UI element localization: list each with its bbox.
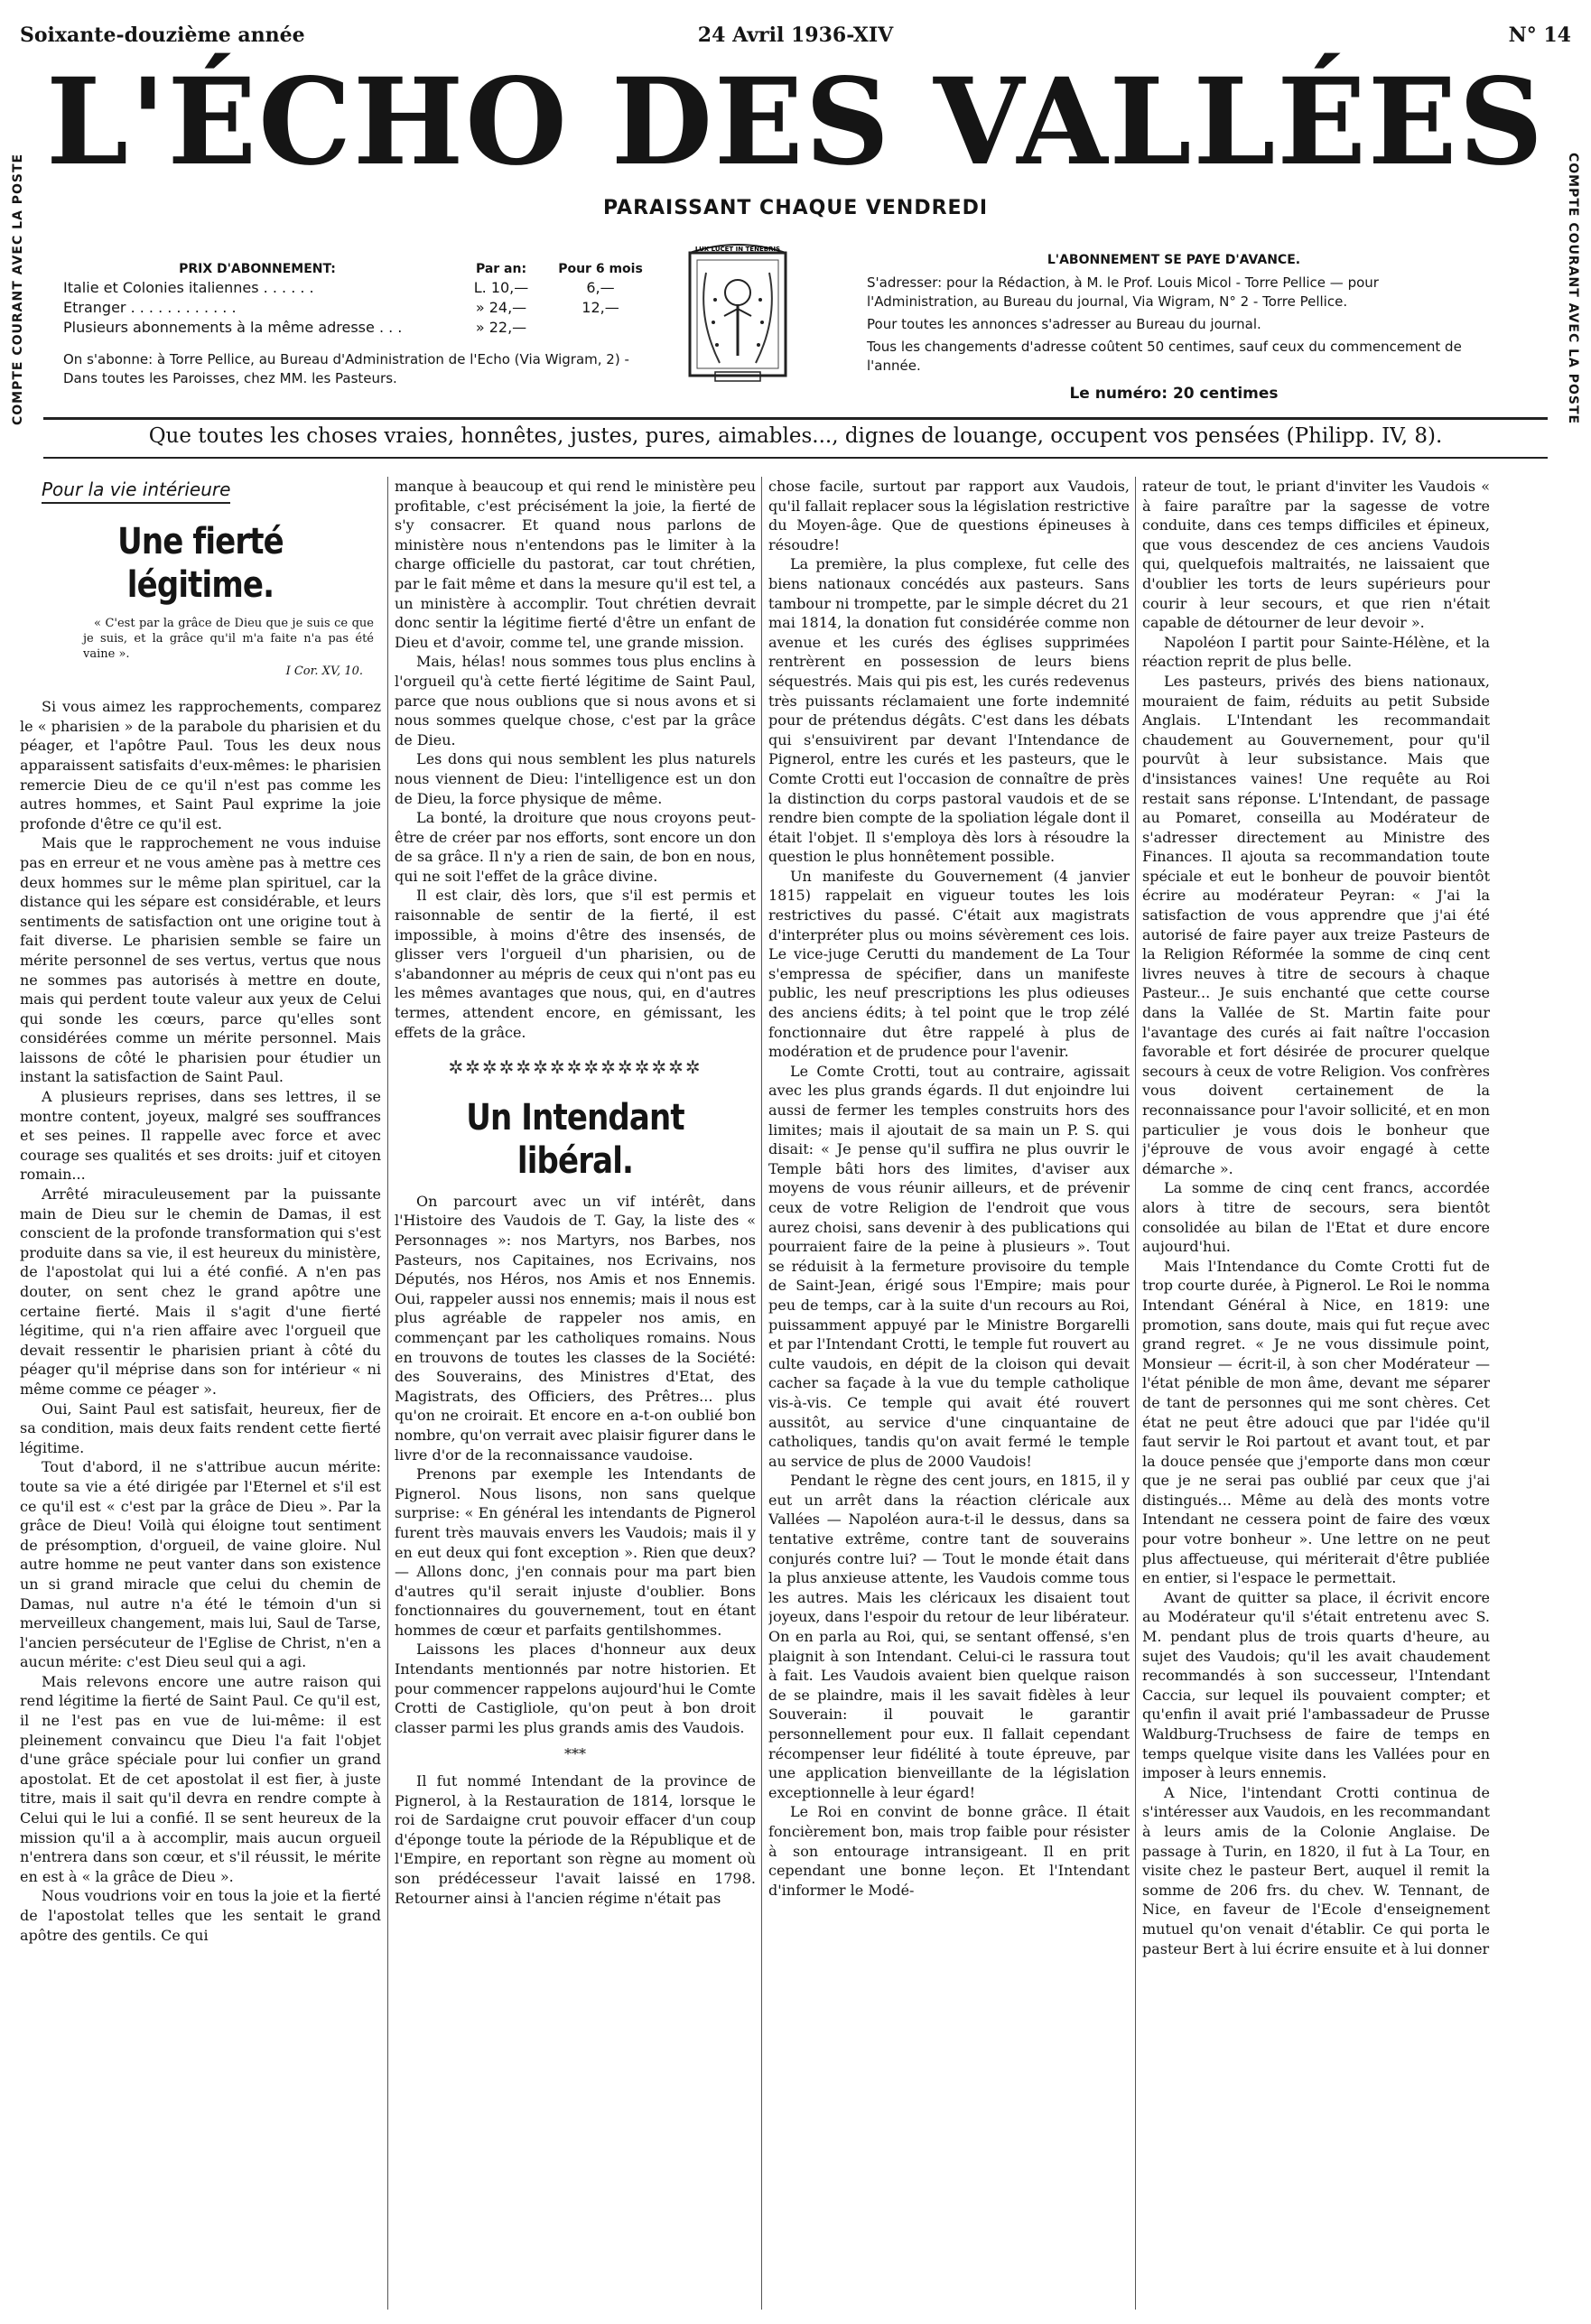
notice-ads: Pour toutes les annonces s'adresser au Bureau du journal. <box>867 316 1261 332</box>
row-half: 12,— <box>582 299 619 316</box>
issue-number: N° 14 <box>1508 23 1571 47</box>
masthead-subtitle: PARAISSANT CHAQUE VENDREDI <box>602 197 989 219</box>
paragraph: rateur de tout, le priant d'inviter les Vaudois « à faire paraître par la sagesse de votre conduite, dans ces temps difficiles et épineux, que vous descendez de ces anciens Vaudois qui, quelquefois maltraités, ne laissaient que d'oublier les torts de leurs supérieurs pour courir à leur secours, et que rien n'était capable de détourner de leur devoir ». <box>1142 478 1490 632</box>
top-line <box>20 23 1571 52</box>
row-year: L. 10,— <box>473 279 529 296</box>
paragraph: Arrêté miraculeusement par la puissante main de Dieu sur le chemin de Damas, il est conscient de la profonde transformation qui s'est produite dans sa vie, il est heureux du ministère, de l'apostolat qui lui a été confié. A n'en pas douter, on sent chez le grand apôtre une certaine fierté. Mais il s'agit d'une fierté légitime, qui n'a rien affaire avec l'orgueil que devait ressentir le pharisien priant à côté du péager qu'il méprise dans son for intérieur « ni même comme ce péager ». <box>20 1185 381 1398</box>
issue-price: Le numéro: 20 centimes <box>1069 385 1279 403</box>
subscription-row <box>63 319 650 336</box>
paragraph: chose facile, surtout par rapport aux Vaudois, qu'il fallait replacer sous la législation restrictive du Moyen-âge. Que de questions épineuses à résoudre! <box>768 478 1130 553</box>
notice-address: S'adresser: pour la Rédaction, à M. le Prof. Louis Micol - Torre Pellice — pour l'Administration, au Bureau du journal, Via Wigram, N° 2 - Torre Pellice. <box>867 274 1379 310</box>
notice-heading: L'ABONNEMENT SE PAYE D'AVANCE. <box>1047 253 1301 267</box>
row-year: » 24,— <box>475 299 527 316</box>
column-divider <box>761 477 762 2310</box>
paragraph: La somme de cinq cent francs, accordée alors à titre de secours, sera bientôt consolidée au bilan de l'Etat et dure encore aujourd'hui. <box>1142 1179 1490 1256</box>
divider <box>43 457 1548 459</box>
subscription-header <box>63 262 650 276</box>
paragraph: Si vous aimez les rapprochements, comparez le « pharisien » de la parabole du pharisien et du péager, et l'apôtre Paul. Tous les deux nous apparaissent satisfaits d'eux-mêmes: le pharisien remercie Dieu de ce qu'il n'est pas comme les autres hommes, et Saint Paul exprime la joie profonde d'être ce qu'il est. <box>20 698 381 832</box>
paragraph: Un manifeste du Gouvernement (4 janvier 1815) rappelait en vigueur toutes les lois restrictives du passé. C'était aux magistrats d'interpréter plus ou moins sévèrement ces lois. Le vice-juge Cerutti du mandement de La Tour s'empressa de spécifier, dans un manifeste public, les neuf prescriptions les plus odieuses des anciens édits; à tel point que le trop zélé fonctionnaire dut être rappelé à plus de modération et de prudence pour l'avenir. <box>768 867 1130 1061</box>
divider <box>43 417 1548 420</box>
paragraph: Prenons par exemple les Intendants de Pignerol. Nous lisons, non sans quelque surprise: « En général les intendants de Pignerol furent très mauvais envers les Vaudois; mais il y en eut deux qui font exception ». Rien que deux? — Allons donc, j'en connais pour ma part bien d'autres qu'il serait injuste d'oublier. Bons fonctionnaires du gouvernement, tout en étant hommes de cœur et parfaits gentilshommes. <box>395 1465 756 1639</box>
row-label: Plusieurs abonnements à la même adresse . . . <box>63 319 403 336</box>
article-title: Une fierté légitime. <box>117 520 284 606</box>
section-rubric: Pour la vie intérieure <box>42 480 230 504</box>
paragraph: Le Roi en convint de bonne grâce. Il était foncièrement bon, mais trop faible pour résister à son entourage intransigeant. Il en prit cependant une bonne leçon. Et l'Intendant d'informer le Modé- <box>768 1803 1130 1899</box>
paragraph: Oui, Saint Paul est satisfait, heureux, fier de sa condition, mais deux faits rendent cette fierté légitime. <box>20 1399 381 1456</box>
paragraph: Le Comte Crotti, tout au contraire, agissait avec les plus grands égards. Il dut enjoindre lui aussi de fermer les temples construits hors des limites; mais il ajoutait de sa main un P. S. qui disait: « Je pense qu'il suffira ne plus ouvrir le Temple bâti hors des limites, d'aviser aux moyens de vous réunir ailleurs, et de prévenir ceux de votre Religion de l'endroit que vous aurez choisi, sans devenir à des publications qui pourraient faire de la peine à plusieurs ». Tout se réduisit à la fermeture provisoire du temple de Saint-Jean, érigé sous l'Empire; mais pour peu de temps, car à la suite d'un recours au Roi, puissamment appuyé par le Ministre Borgarelli et par l'Intendant Crotti, le temple fut rouvert au culte vaudois, en dépit de la cloison qui devait cacher sa façade à la vue du temple catholique vis-à-vis. Ce temple qui avait été rouvert aussitôt, au service d'une cinquantaine de catholiques, tandis qu'on avait fermé le temple au service de plus de 2000 Vaudois! <box>768 1062 1130 1470</box>
section-stars: *** <box>564 1745 586 1763</box>
row-label: Italie et Colonies italiennes . . . . . . <box>63 279 314 296</box>
column-4 <box>1142 477 1490 2310</box>
column-divider <box>387 477 388 2310</box>
paragraph: Mais relevons encore une autre raison qui rend légitime la fierté de Saint Paul. Ce qu'il est, il ne l'est pas en vue de lui-même: il est pleinement convaincu que Dieu l'a fait l'objet d'une grâce spéciale pour lui confier un grand apostolat. Et de cet apostolat il est fier, à juste titre, mais il sait qu'il devra en rendre compte à Celui qui le lui a confié. Il se sent heureux de la mission qu'il a à accomplir, mais aucun orgueil n'entrera dans son cœur, et s'il réussit, le mérite en est à « la grâce de Dieu ». <box>20 1672 381 1885</box>
motto-line: Que toutes les choses vraies, honnêtes, justes, pures, aimables..., dignes de louange, occupent vos pensées (Philipp. IV, 8). <box>148 424 1443 448</box>
row-half: 6,— <box>586 279 615 296</box>
side-text-left: COMPTE COURANT AVEC LA POSTE <box>11 153 25 425</box>
epigraph: « C'est par la grâce de Dieu que je suis ce que je suis, et la grâce qu'il m'a faite n'a pas été vaine ». <box>83 616 374 661</box>
paragraph: La bonté, la droiture que nous croyons peut-être de créer par nos efforts, sont encore un don de sa grâce. Il n'y a rien de sain, de bon en nous, qui ne soit l'effet de la grâce divine. <box>395 809 756 885</box>
notice-address-change: Tous les changements d'adresse coûtent 50 centimes, sauf ceux du commencement de l'année. <box>867 339 1462 374</box>
notice-block <box>867 251 1481 404</box>
side-text-right: COMPTE COURANT AVEC LA POSTE <box>1566 153 1580 425</box>
paragraph: Laissons les places d'honneur aux deux Intendants mentionnés par notre historien. Et pour commencer rappelons aujourd'hui le Comte Crotti de Castigliole, qu'on peut à bon droit classer parmi les plus grands amis des Vaudois. <box>395 1641 756 1736</box>
paragraph: Tout d'abord, il ne s'attribue aucun mérite: toute sa vie a été dirigée par l'Eternel et s'il est ce qu'il est « c'est par la grâce de Dieu ». Par la grâce de Dieu! Voilà qui éloigne tout sentiment de présomption, d'orgueil, de vaine gloire. Nul autre homme ne peut vanter dans son existence un si grand miracle que celui du chemin de Damas, nul autre n'a été le témoin d'un si merveilleux changement, mais lui, Saul de Tarse, l'ancien persécuteur de l'Eglise de Christ, n'en a aucun mérite: c'est Dieu seul qui a agi. <box>20 1458 381 1671</box>
column-1 <box>20 477 381 2310</box>
paragraph: Mais, hélas! nous sommes tous plus enclins à l'orgueil qu'à cette fierté légitime de Saint Paul, parce que nous oublions que si nous avons et si nous sommes quelque chose, c'est par la grâce de Dieu. <box>395 653 756 748</box>
paragraph: A plusieurs reprises, dans ses lettres, il se montre content, joyeux, malgré ses souffrances et ses peines. Il rappelle avec force et avec courage ses qualités et ses droits: juif et citoyen romain... <box>20 1088 381 1184</box>
ornament-divider: ✲✲✲✲✲✲✲✲✲✲✲✲✲✲✲ <box>448 1056 702 1079</box>
lux-lucet-emblem-icon <box>670 237 805 390</box>
subscription-row <box>63 299 650 316</box>
masthead-title: L'ÉCHO DES VALLÉES <box>46 52 1545 192</box>
column-divider <box>1135 477 1136 2310</box>
paragraph: Nous voudrions voir en tous la joie et la fierté de l'apostolat telles que les sentait le grand apôtre des gentils. Ce qui <box>20 1887 381 1944</box>
paragraph: Napoléon I partit pour Sainte-Hélène, et la réaction reprit de plus belle. <box>1142 633 1490 671</box>
paragraph: Mais l'Intendance du Comte Crotti fut de trop courte durée, à Pignerol. Le Roi le nomma Intendant Général à Nice, en 1819: une promotion, sans doute, mais qui fut reçue avec grand regret. « Je ne vous dissimule point, Monsieur — écrit-il, à son cher Modérateur — l'état pénible de mon âme, devant me séparer de tant de personnes qui me sont chères. Cet état ne peut être adouci que par l'idée qu'il faut servir le Roi partout et avant tout, et par la douce pensée que j'emporte dans mon cœur que je ne serai pas oublié par ceux que j'ai distingués... Même au delà des monts votre Intendant ne cessera point de faire des vœux pour votre bonheur ». Une lettre on ne peut plus affectueuse, qui mériterait d'être publiée en entier, si l'espace le permettait. <box>1142 1257 1490 1587</box>
col-half-label: Pour 6 mois <box>558 262 643 276</box>
row-year: » 22,— <box>475 319 527 336</box>
epigraph-ref: I Cor. XV, 10. <box>285 664 363 678</box>
article-title: Un Intendant libéral. <box>466 1096 684 1182</box>
issue-date: 24 Avril 1936-XIV <box>697 23 894 47</box>
paragraph: manque à beaucoup et qui rend le ministère peu profitable, c'est précisément la joie, la fierté de s'y consacrer. Et quand nous parlons de ministère nous n'entendons pas le limiter à la charge officielle du pastorat, car tout chrétien, par le fait même et dans la mesure qu'il est tel, a un ministère à accomplir. Tout chrétien devrait donc sentir la légitime fierté d'être un enfant de Dieu et d'avoir, comme tel, une grande mission. <box>395 478 756 651</box>
paragraph: Il fut nommé Intendant de la province de Pignerol, à la Restauration de 1814, lorsque le roi de Sardaigne crut pouvoir effacer d'un coup d'éponge toute la période de la République et de l'Empire, en reportant son règne au moment où son prédécesseur l'avait laissé en 1798. Retourner ainsi à l'ancien régime n'était pas <box>395 1772 756 1907</box>
column-2 <box>395 477 756 2310</box>
paragraph: A Nice, l'intendant Crotti continua de s'intéresser aux Vaudois, en les recommandant à leurs amis de la Colonie Anglaise. De passage à Turin, en 1820, il fut à La Tour, en visite chez le pasteur Bert, auquel il remit la somme de 206 frs. du chev. W. Tennant, de Nice, en faveur de l'Ecole d'enseignement mutuel qu'on venait d'établir. Ce qui porta le pasteur Bert à lui écrire ensuite et à lui donner <box>1142 1783 1490 1957</box>
paragraph: On parcourt avec un vif intérêt, dans l'Histoire des Vaudois de T. Gay, la liste des « Personnages »: nos Martyrs, nos Barbes, nos Pasteurs, nos Capitaines, nos Ecrivains, nos Députés, nos Héros, nos Amis et nos Ennemis. Oui, rappeler aussi nos ennemis; mais il nous est plus agréable de rappeler nos amis, en commençant par les catholiques romains. Nous en trouvons de toutes les classes de la Société: des Souverains, des Ministres d'Etat, des Magistrats, des Officiers, des Prêtres... plus qu'on ne croirait. Et encore en a-t-on oublié bon nombre, qu'on verrait avec plaisir figurer dans le livre d'or de la reconnaissance vaudoise. <box>395 1192 756 1464</box>
row-half <box>551 319 650 336</box>
paragraph: Les dons qui nous semblent les plus naturels nous viennent de Dieu: l'intelligence est un don de Dieu, la force physique de même. <box>395 750 756 807</box>
subscription-heading: PRIX D'ABONNEMENT: <box>179 262 336 276</box>
paragraph: Pendant le règne des cent jours, en 1815, il y eut un arrêt dans la réaction cléricale aux Vallées — Napoléon aura-t-il le dessus, dans sa tentative extrême, contre tant de souverains conjurés contre lui? — Tout le monde était dans la plus anxieuse attente, les Vaudois comme tous les autres. Mais les cléricaux les disaient tout joyeux, dans l'espoir du retour de leur libérateur. On en parla au Roi, qui, se sentant offensé, s'en plaignit à son Intendant. Celui-ci le rassura tout à fait. Les Vaudois avaient bien quelque raison de se plaindre, mais il les savait fidèles à leur Souverain: il pouvait le garantir personnellement pour eux. Il fallait cependant récompenser leur fidélité à toute épreuve, par une application bienveillante de la législation exceptionnelle à leur égard! <box>768 1472 1130 1801</box>
paragraph: Avant de quitter sa place, il écrivit encore au Modérateur qu'il s'était entretenu avec S. M. pendant plus de trois quarts d'heure, au sujet des Vaudois; qu'il les avait chaudement recommandés à son successeur, l'Intendant Caccia, sur lequel ils pouvaient compter; et qu'enfin il avait prié l'ambassadeur de Prusse Waldburg-Truchsess de faire de temps en temps quelque visite dans les Vallées pour en imposer à leurs ennemis. <box>1142 1588 1490 1782</box>
column-3 <box>768 477 1130 2310</box>
paragraph: Les pasteurs, privés des biens nationaux, mouraient de faim, réduits au petit Subside Anglais. L'Intendant les recommandait chaudement au Gouvernement, pour qu'il pourvût à leur subsistance. Mais que d'insistances vaines! Une requête au Roi restait sans réponse. L'Intendant, de passage au Pomaret, conseilla au Modérateur de s'adresser directement au Ministre des Finances. Il ajouta sa recommandation toute spéciale et eut le bonheur de pouvoir bientôt écrire au modérateur Peyran: « J'ai la satisfaction de vous apprendre que j'ai été autorisé de faire payer aux treize Pasteurs de la Religion Réformée la somme de cinq cent livres neuves à titre de secours à chaque Pasteur... Je suis enchanté que cette course dans la Vallée de St. Martin faite pour l'avantage des curés ai fait naître l'occasion favorable et fort désirée de procurer quelque secours à ceux de votre Religion. Vos confrères vous doivent certainement de la reconnaissance pour l'avoir sollicité, et en mon particulier je vous dois le bonheur que j'éprouve de vous avoir engagé à cette démarche ». <box>1142 672 1490 1177</box>
emblem-motto: LUX LUCET IN TENEBRIS <box>694 246 781 253</box>
subscription-row <box>63 279 650 296</box>
subscription-note: On s'abonne: à Torre Pellice, au Bureau d'Administration de l'Echo (Via Wigram, 2) - Dans toutes les Paroisses, chez MM. les Pasteurs. <box>63 351 629 386</box>
row-label: Etranger . . . . . . . . . . . . <box>63 299 237 316</box>
col-year-label: Par an: <box>475 262 527 276</box>
subscription-block <box>63 262 650 388</box>
paragraph: Mais que le rapprochement ne vous induise pas en erreur et ne vous amène pas à mettre ces deux hommes sur le même plan spirituel, car la distance qui les sépare est considérable, et leurs sentiments de satisfaction ont une origine tout à fait diverse. Le pharisien semble se faire un mérite personnel de ses vertus, vertus que nous ne sommes pas autorisés à mettre en doute, mais qui perdent toute valeur aux yeux de Celui qui sonde les cœurs, parce qu'elles sont considérées comme un mérite personnel. Mais laissons de côté le pharisien pour étudier un instant la satisfaction de Saint Paul. <box>20 834 381 1086</box>
volume-year: Soixante-douzième année <box>20 23 305 47</box>
paragraph: La première, la plus complexe, fut celle des biens nationaux concédés aux pasteurs. Sans tambour ni trompette, par le simple décret du 21 mai 1814, la donation fut considérée comme non avenue et les curés des églises supprimées rentrèrent en possession de leurs biens séquestrés. Mais qui pis est, les curés redevenus très puissants réclamaient une forte indemnité pour de prétendus dégâts. C'est dans les débats qui s'ensuivirent par devant l'Intendance de Pignerol, entre les curés et les pasteurs, que le Comte Crotti eut l'occasion de connaître de près la distinction du corps pastoral vaudois et de se rendre bien compte de la spoliation légale dont il était l'objet. Il s'employa dès lors à résoudre la question le plus honnêtement possible. <box>768 555 1130 866</box>
paragraph: Il est clair, dès lors, que s'il est permis et raisonnable de sentir de la fierté, il est impossible, à moins d'être des insensés, de glisser vers l'orgueil d'un pharisien, ou de s'abandonner au mépris de ceux qui n'ont pas eu les mêmes avantages que nous, qui, en d'autres termes, attendent encore, en gémissant, les effets de la grâce. <box>395 887 756 1041</box>
